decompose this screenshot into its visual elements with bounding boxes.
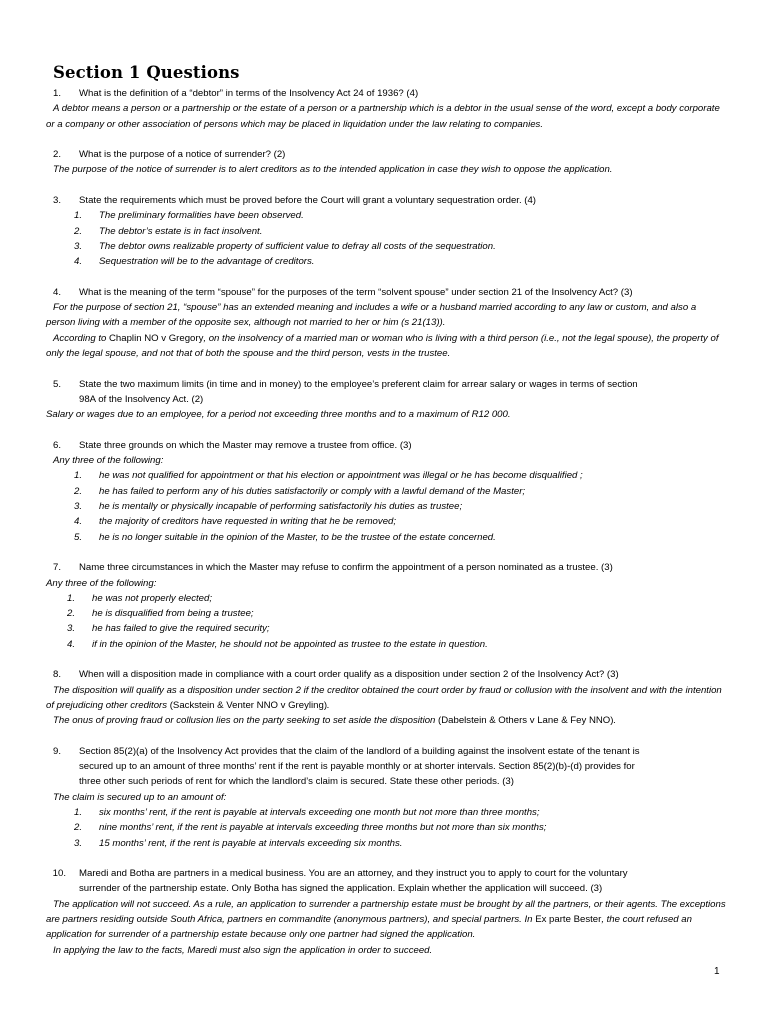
answer-4-part-1: For the purpose of section 21, “spouse” has an extended meaning and includes a wife or a husband married according to any law or custom, and also a person living with a member of the opposite sex, although not married to her or him (s 21(13)). <box>46 302 697 329</box>
question-text: Maredi and Botha are partners in a medical business. You are an attorney, and they instruct you to apply to court for the voluntary <box>79 868 628 880</box>
answer-9-intro: The claim is secured up to an amount of: <box>53 791 227 803</box>
answer-8-part-1: The disposition will qualify as a disposition under section 2 if the creditor obtained the court order by fraud or collusion with the insolvent and with the intention of prejudicing other creditors (Sackstein & Venter NNO v Greyling). <box>46 684 722 711</box>
list-item: 1. he was not qualified for appointment or that his election or appointment was illegal or he has become disqualified ; <box>73 470 583 482</box>
question-2 <box>46 147 726 162</box>
answer-9-list <box>46 805 726 851</box>
question-1 <box>46 86 726 101</box>
answer-6-intro: Any three of the following: <box>53 455 164 467</box>
answer-10-part-2: In applying the law to the facts, Maredi must also sign the application in order to succeed. <box>53 944 433 956</box>
answer-2: The purpose of the notice of surrender is to alert creditors as to the intended application in case they wish to oppose the application. <box>53 164 613 176</box>
list-item: 5. he is no longer suitable in the opinion of the Master, to be the trustee of the estate concerned. <box>73 531 496 543</box>
question-text: What is the definition of a “debtor” in terms of the Insolvency Act 24 of 1936? (4) <box>79 88 419 99</box>
list-item: 1. six months’ rent, if the rent is payable at intervals exceeding one month but not more than three months; <box>73 806 540 818</box>
question-text: State three grounds on which the Master may remove a trustee from office. (3) <box>79 439 412 451</box>
list-item: 2. he has failed to perform any of his duties satisfactorily or comply with a lawful demand of the Master; <box>73 485 526 497</box>
question-number: 7. <box>52 562 61 574</box>
question-text: Section 85(2)(a) of the Insolvency Act provides that the claim of the landlord of a building against the insolvent estate of the tenant is <box>79 745 640 757</box>
question-4 <box>46 285 726 300</box>
list-item: 2. The debtor’s estate is in fact insolvent. <box>73 225 263 237</box>
answer-8-part-2: The onus of proving fraud or collusion lies on the party seeking to set aside the disposition (Dabelstein & Others v Lane & Fey NNO). <box>53 715 617 727</box>
list-item: 1. he was not properly elected; <box>66 592 212 604</box>
answer-10-part-1: The application will not succeed. As a rule, an application to surrender a partnership estate must be brought by all the partners, or their agents. The exceptions are partners residing outside South Africa, partners en commandite (anonymous partners), and special partners. In Ex parte Bester, the court refused an application for surrender of a partnership estate because only one partner had signed the application. <box>46 898 726 941</box>
question-3 <box>46 193 726 208</box>
list-item: 2. nine months’ rent, if the rent is payable at intervals exceeding three months but not more than six months; <box>73 822 547 834</box>
list-item: 3. he has failed to give the required security; <box>66 623 270 635</box>
case-name: Ex parte Bester <box>535 914 602 926</box>
question-number: 10. <box>52 868 66 880</box>
question-text-continued: three other such periods of rent for which the landlord’s claim is secured. State these other periods. (3) <box>79 776 514 788</box>
list-item: 1. The preliminary formalities have been observed. <box>73 210 304 222</box>
question-9 <box>46 744 726 759</box>
question-number: 9. <box>52 745 61 757</box>
question-6 <box>46 438 726 453</box>
answer-3-list <box>46 208 726 269</box>
questions-body <box>46 86 726 958</box>
list-item: 4. Sequestration will be to the advantage of creditors. <box>73 256 315 268</box>
question-text: When will a disposition made in compliance with a court order qualify as a disposition under section 2 of the Insolvency Act? (3) <box>79 669 619 681</box>
answer-5: Salary or wages due to an employee, for a period not exceeding three months and to a maximum of R12 000. <box>46 409 511 421</box>
question-text-continued: 98A of the Insolvency Act. (2) <box>79 393 204 405</box>
page-title: Section 1 Questions <box>53 63 240 82</box>
question-number: 1. <box>52 88 61 99</box>
question-text: State the requirements which must be proved before the Court will grant a voluntary sequestration order. (4) <box>79 195 537 207</box>
question-5 <box>46 377 726 392</box>
answer-6-list <box>46 468 726 544</box>
list-item: 2. he is disqualified from being a trustee; <box>66 608 254 620</box>
answer-7-intro: Any three of the following: <box>46 577 157 589</box>
list-item: 3. The debtor owns realizable property of sufficient value to defray all costs of the sequestration. <box>73 240 496 252</box>
question-number: 4. <box>52 286 61 298</box>
question-text: Name three circumstances in which the Master may refuse to confirm the appointment of a person nominated as a trustee. (3) <box>79 562 613 574</box>
list-item: 3. he is mentally or physically incapable of performing satisfactorily his duties as trustee; <box>73 501 463 513</box>
question-10 <box>46 866 726 881</box>
question-text-continued: surrender of the partnership estate. Only Botha has signed the application. Explain whether the application will succeed. (3) <box>79 883 603 895</box>
answer-4-part-2: According to Chaplin NO v Gregory, on the insolvency of a married man or woman who is living with a third person (i.e., not the legal spouse), the property of only the legal spouse, and not that of both the spouse and the third person, vests in the trustee. <box>46 332 719 360</box>
question-text: What is the purpose of a notice of surrender? (2) <box>79 149 286 161</box>
case-name: (Dabelstein & Others v Lane & Fey NNO) <box>438 715 614 727</box>
case-name: (Sackstein & Venter NNO v Greyling) <box>167 699 328 711</box>
question-number: 6. <box>52 439 61 451</box>
list-item: 4. if in the opinion of the Master, he should not be appointed as trustee to the estate in question. <box>66 638 488 650</box>
question-text: What is the meaning of the term “spouse” for the purposes of the term “solvent spouse” under section 21 of the Insolvency Act? (3) <box>79 286 633 298</box>
question-text-continued: secured up to an amount of three months’ rent if the rent is payable monthly or at shorter intervals. Section 85(2)(b)-(d) provides for <box>79 761 635 773</box>
answer-1: A debtor means a person or a partnership or the estate of a person or a partnership which is a debtor in the usual sense of the word, except a body corporate or a company or other association of persons which may be placed in liquidation under the law relating to companies. <box>46 103 720 130</box>
question-7 <box>46 560 726 575</box>
list-item: 4. the majority of creditors have requested in writing that he be removed; <box>73 516 397 528</box>
question-number: 3. <box>52 195 61 207</box>
list-item: 3. 15 months’ rent, if the rent is payable at intervals exceeding six months. <box>73 837 403 849</box>
question-number: 5. <box>52 378 61 390</box>
page-number: 1 <box>714 966 720 977</box>
answer-7-list <box>46 591 726 652</box>
question-text: State the two maximum limits (in time and in money) to the employee’s preferent claim for arrear salary or wages in terms of section <box>79 378 638 390</box>
case-name: Chaplin NO v Gregory <box>109 332 204 344</box>
question-number: 2. <box>52 149 61 161</box>
question-number: 8. <box>52 669 61 681</box>
question-8 <box>46 667 726 682</box>
